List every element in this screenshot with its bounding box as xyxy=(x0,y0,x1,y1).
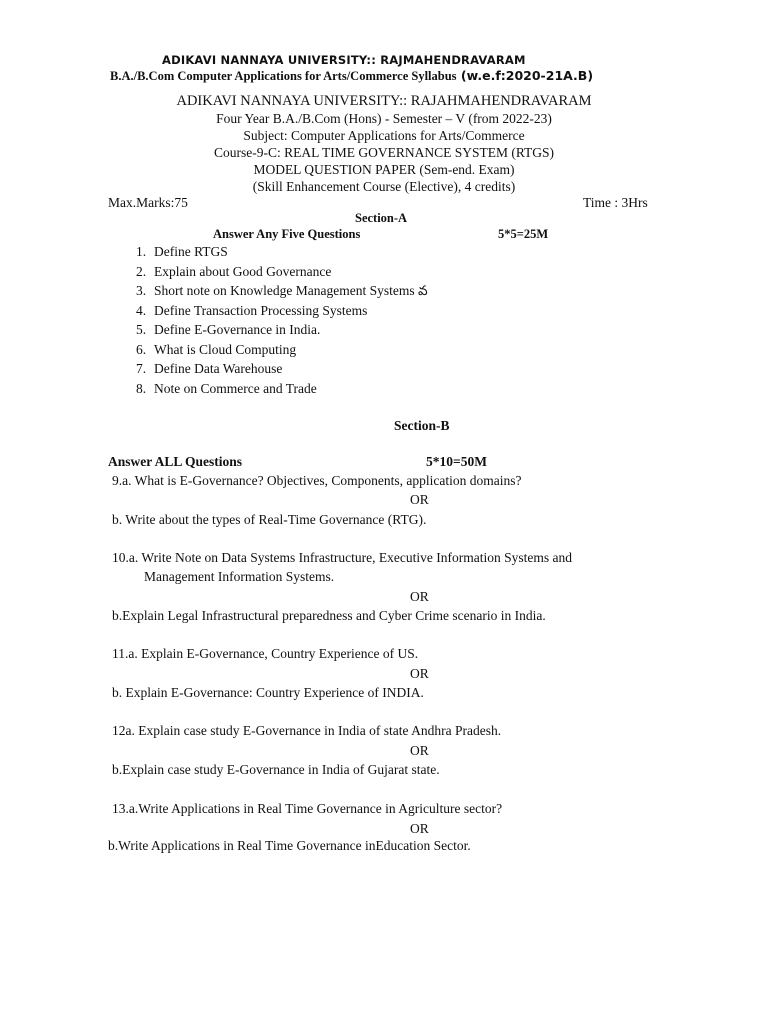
running-header-university: ADIKAVI NANNAYA UNIVERSITY:: RAJMAHENDRAVARAM xyxy=(162,53,526,67)
question-text: Define Transaction Processing Systems xyxy=(154,302,368,318)
question-text: Define Data Warehouse xyxy=(154,361,283,376)
question-text: Short note on Knowledge Management Systems వ xyxy=(154,283,428,298)
section-a-marks: 5*5=25M xyxy=(498,227,549,241)
or-separator: OR xyxy=(410,589,429,604)
list-item xyxy=(136,262,428,282)
question-11b: b. Explain E-Governance: Country Experience of INDIA. xyxy=(112,685,424,700)
or-separator: OR xyxy=(410,743,429,758)
section-a-instruction: Answer Any Five Questions xyxy=(213,227,361,241)
question-number: 5. xyxy=(136,322,147,337)
list-item xyxy=(136,340,428,360)
question-text: Define RTGS xyxy=(154,244,228,259)
list-item xyxy=(136,281,428,301)
list-item xyxy=(136,301,428,321)
question-12a: 12a. Explain case study E-Governance in India of state Andhra Pradesh. xyxy=(112,723,502,738)
or-separator: OR xyxy=(410,492,429,507)
question-9b: b. Write about the types of Real-Time Governance (RTG). xyxy=(112,512,427,527)
list-item xyxy=(136,320,428,340)
list-item xyxy=(136,359,428,379)
question-10b: b.Explain Legal Infrastructural preparedness and Cyber Crime scenario in India. xyxy=(112,608,546,623)
paper-program: Four Year B.A./B.Com (Hons) - Semester – V (from 2022-23) xyxy=(216,111,552,126)
question-text: What is Cloud Computing xyxy=(154,341,297,357)
question-number: 7. xyxy=(136,361,147,376)
section-b-instruction: Answer ALL Questions xyxy=(108,454,243,469)
paper-subject: Subject: Computer Applications for Arts/Commerce xyxy=(243,128,525,143)
paper-credits: (Skill Enhancement Course (Elective), 4 credits) xyxy=(252,179,516,194)
question-text: Note on Commerce and Trade xyxy=(154,380,317,396)
question-12b: b.Explain case study E-Governance in India of Gujarat state. xyxy=(112,762,440,777)
paper-exam-type: MODEL QUESTION PAPER (Sem-end. Exam) xyxy=(253,162,515,177)
paper-course: Course-9-C: REAL TIME GOVERNANCE SYSTEM (RTGS) xyxy=(213,145,555,160)
list-item xyxy=(136,242,428,262)
section-a-question-list xyxy=(136,242,428,398)
section-b-title: Section-B xyxy=(394,418,450,433)
question-text: Define E-Governance in India. xyxy=(154,322,321,337)
list-item xyxy=(136,379,428,399)
question-number: 1. xyxy=(136,244,147,259)
question-number: 8. xyxy=(136,380,147,396)
question-number: 3. xyxy=(136,283,147,298)
question-number: 4. xyxy=(136,302,147,318)
question-13b: b.Write Applications in Real Time Governance inEducation Sector. xyxy=(108,838,471,853)
question-10a-line2: Management Information Systems. xyxy=(144,569,335,584)
question-number: 6. xyxy=(136,341,147,357)
question-9a: 9.a. What is E-Governance? Objectives, Components, application domains? xyxy=(112,473,522,488)
exam-time: Time : 3Hrs xyxy=(583,195,648,210)
section-a-title: Section-A xyxy=(355,211,408,225)
question-number: 2. xyxy=(136,263,147,279)
paper-university: ADIKAVI NANNAYA UNIVERSITY:: RAJAHMAHENDRAVARAM xyxy=(176,93,592,109)
question-13a: 13.a.Write Applications in Real Time Governance in Agriculture sector? xyxy=(112,801,503,816)
max-marks: Max.Marks:75 xyxy=(108,195,188,210)
running-header-syllabus xyxy=(110,68,593,84)
question-10a-line1: 10.a. Write Note on Data Systems Infrastructure, Executive Information Systems and xyxy=(112,550,572,565)
question-11a: 11.a. Explain E-Governance, Country Experience of US. xyxy=(112,646,419,661)
question-text: Explain about Good Governance xyxy=(154,263,332,279)
section-b-marks: 5*10=50M xyxy=(426,454,487,469)
syllabus-title: B.A./B.Com Computer Applications for Arts/Commerce Syllabus xyxy=(110,69,457,83)
or-separator: OR xyxy=(410,821,429,836)
or-separator: OR xyxy=(410,666,429,681)
syllabus-effective-year: (w.e.f:2020-21A.B) xyxy=(456,68,594,83)
